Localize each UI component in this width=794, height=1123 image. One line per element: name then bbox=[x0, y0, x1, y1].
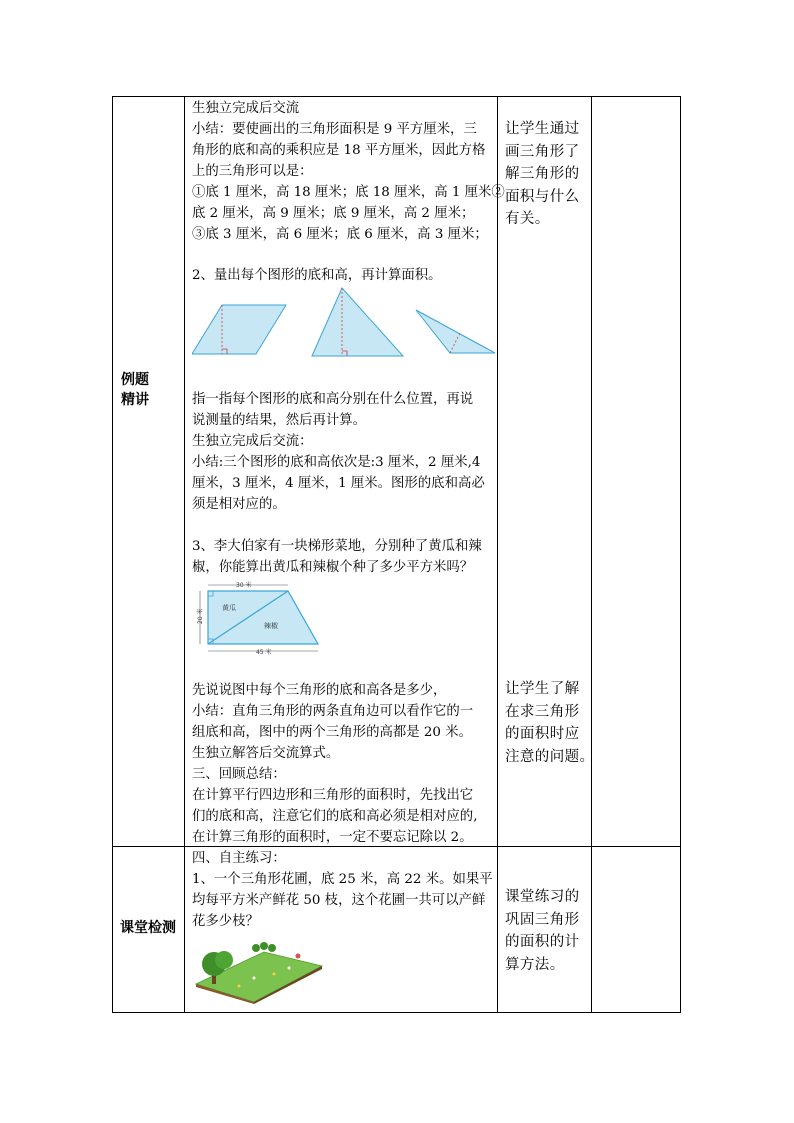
text-line: 让学生了解 bbox=[505, 681, 580, 697]
trapezoid-shape bbox=[208, 591, 318, 644]
flower-icon bbox=[238, 985, 241, 988]
question-3 bbox=[192, 536, 482, 578]
tree-icon bbox=[215, 951, 233, 969]
text-line: 在计算三角形的面积时，一定不要忘记除以 2。 bbox=[192, 830, 473, 845]
text-line: 花多少枝？ bbox=[192, 914, 259, 929]
text-line: 注意的问题。 bbox=[505, 748, 595, 765]
text-line: 们的底和高，注意它们的底和高必须是相对应的, bbox=[192, 809, 478, 824]
trapezoid-figure bbox=[194, 580, 324, 656]
text-line: 算方法。 bbox=[505, 956, 565, 973]
text-line: 说测量的结果，然后再计算。 bbox=[192, 413, 367, 428]
bottom-dimension-label: 45 米 bbox=[256, 649, 272, 656]
practice-text bbox=[192, 848, 493, 932]
text-line: 面积与什么 bbox=[505, 188, 580, 205]
text-line: 四、自主练习： bbox=[192, 851, 286, 866]
text-line: 课堂练习的 bbox=[505, 889, 580, 905]
flower-icon bbox=[253, 977, 256, 980]
summary-text bbox=[192, 680, 477, 848]
text-line: 巩固三角形 bbox=[505, 911, 580, 928]
flower-garden-illustration bbox=[194, 934, 324, 1004]
text-line: 椒，你能算出黄瓜和辣椒个种了多少平方米吗？ bbox=[192, 560, 474, 575]
text-line: 厘米，3 厘米，4 厘米，1 厘米。图形的底和高必 bbox=[192, 476, 485, 491]
text-line: 解三角形的 bbox=[505, 166, 580, 182]
text-line: 有关。 bbox=[505, 211, 550, 227]
parallelogram-shape bbox=[192, 305, 286, 354]
shapes-figure bbox=[192, 286, 497, 358]
left-dimension-label: 20 米 bbox=[197, 608, 204, 624]
text-line: 的面积时应 bbox=[505, 726, 580, 742]
text-line: 让学生通过 bbox=[505, 121, 580, 137]
person-icon bbox=[296, 954, 301, 959]
text-line: 三、回顾总结： bbox=[192, 767, 286, 782]
bush-icon bbox=[268, 944, 276, 952]
cucumber-region-label: 黄瓜 bbox=[222, 604, 236, 612]
example-intro-text bbox=[192, 98, 505, 245]
teaching-note-1 bbox=[505, 118, 580, 231]
column-divider-1 bbox=[184, 97, 185, 1012]
text-line: 组底和高，图中的两个三角形的高都是 20 米。 bbox=[192, 725, 472, 740]
column-divider-3 bbox=[591, 97, 592, 1012]
section-label-line: 精讲 bbox=[121, 392, 149, 408]
text-line: 在求三角形 bbox=[505, 703, 580, 720]
text-line: 先说说图中每个三角形的底和高各是多少， bbox=[192, 683, 447, 698]
flower-icon bbox=[273, 973, 276, 976]
question-2: 2、量出每个图形的底和高，再计算面积。 bbox=[192, 268, 442, 283]
section-label-example bbox=[121, 370, 149, 410]
text-line: 在计算平行四边形和三角形的面积时，先找出它 bbox=[192, 788, 474, 803]
measurement-text bbox=[192, 389, 485, 515]
text-line: 1、一个三角形花圃，底 25 米，高 22 米。如果平 bbox=[192, 872, 493, 887]
pepper-region-label: 辣椒 bbox=[264, 622, 278, 630]
text-line: 小结：要使画出的三角形面积是 9 平方厘米，三 bbox=[192, 122, 477, 137]
bush-icon bbox=[252, 944, 260, 952]
text-line: 须是相对应的。 bbox=[192, 497, 286, 512]
top-dimension-label: 30 米 bbox=[236, 582, 252, 589]
text-line: ③底 3 厘米，高 6 厘米；底 6 厘米，高 3 厘米； bbox=[192, 227, 488, 242]
text-line: 角形的底和高的乘积应是 18 平方厘米，因此方格 bbox=[192, 143, 486, 158]
bush-icon bbox=[260, 942, 268, 950]
teaching-note-3 bbox=[505, 886, 580, 976]
text-line: 生独立解答后交流算式。 bbox=[192, 746, 340, 761]
text-line: 生独立完成后交流： bbox=[192, 434, 313, 449]
text-line: 小结:三个图形的底和高依次是:3 厘米，2 厘米,4 bbox=[192, 455, 481, 470]
section-label-line: 例题 bbox=[121, 372, 149, 388]
text-line: 上的三角形可以是： bbox=[192, 164, 313, 179]
section-label-check: 课堂检测 bbox=[120, 920, 176, 936]
text-line: 均每平方米产鲜花 50 枝，这个花圃一共可以产鲜 bbox=[192, 893, 486, 908]
obtuse-triangle-shape bbox=[416, 310, 495, 353]
text-line: 底 2 厘米，高 9 厘米；底 9 厘米，高 2 厘米； bbox=[192, 206, 475, 221]
flower-icon bbox=[288, 967, 291, 970]
text-line: 小结：直角三角形的两条直角边可以看作它的一 bbox=[192, 704, 474, 719]
triangle-shape bbox=[312, 288, 403, 356]
teaching-note-2 bbox=[505, 678, 594, 768]
text-line: 3、李大伯家有一块梯形菜地，分别种了黄瓜和辣 bbox=[192, 539, 482, 554]
text-line: 指一指每个图形的底和高分别在什么位置，再说 bbox=[192, 392, 474, 407]
text-line: 画三角形了 bbox=[505, 143, 580, 160]
text-line: 的面积的计 bbox=[505, 934, 580, 950]
text-line: 生独立完成后交流 bbox=[192, 101, 300, 116]
text-line: ①底 1 厘米，高 18 厘米；底 18 厘米，高 1 厘米② bbox=[192, 185, 505, 200]
